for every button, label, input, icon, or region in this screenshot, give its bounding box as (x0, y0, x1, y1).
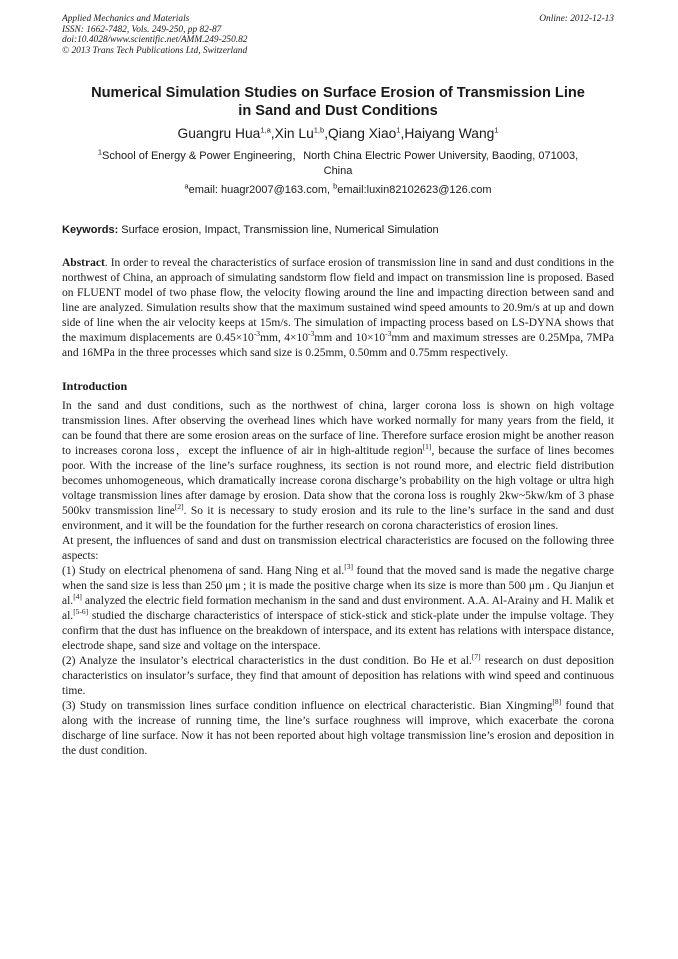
affiliation-sup: 1 (97, 147, 103, 157)
intro-text: studied the discharge characteristics of interspace of stick-stick and stick-plate under the impulse voltage. They confirm that the dust has influence on the breakdown of interspace, and its extent has relations with interspace distance, electrode shape, sand size and voltage on the interspace. (62, 610, 614, 653)
email-b-sup: b (333, 181, 338, 191)
intro-paragraph (62, 699, 614, 759)
affiliation-line-2: China (323, 165, 353, 178)
paper-title (62, 84, 614, 120)
journal-copyright: © 2013 Trans Tech Publications Ltd, Switzerland (62, 45, 248, 56)
intro-text: (2) Analyze the insulator’s electrical characteristics in the dust condition. Bo He et al. (62, 655, 472, 668)
intro-text: found that along with the increase of running time, the line’s surface roughness will improve, which exacerbate the corona discharge of line surface. Now it has not been reported about high voltage transmission line’s erosion and deposition in the dust condition. (62, 700, 615, 758)
title-line-1: Numerical Simulation Studies on Surface Erosion of Transmission Line (91, 85, 585, 102)
exponent: -3 (385, 329, 392, 339)
author-name: Guangru Hua (177, 126, 261, 142)
abstract (62, 256, 614, 361)
email-b: email:luxin82102623@126.com (337, 184, 492, 197)
intro-paragraph (62, 564, 614, 654)
keywords-text: Surface erosion, Impact, Transmission line, Numerical Simulation (118, 224, 439, 237)
abstract-text: . In order to reveal the characteristics of surface erosion of transmission line in sand and dust conditions in the northwest of China, an approach of simulating sandstorm flow field and impact on transmission line is proposed. Based on FLUENT model of two phase flow, the velocity flowing around the line and impacting direction between sand and line are analyzed. Simulation results show that the maximum sustained wind speed amounts to 20.9m/s at up and down side of line when the air velocity keeps at 15m/s. The simulation of impacting process based on LS-DYNA shows that the maximum displacements are 0.45×10 (62, 257, 614, 345)
citation: [4] (73, 592, 82, 602)
intro-text: (3) Study on transmission lines surface condition influence on electrical characteristic. Bian Xingming (62, 700, 553, 713)
author-sup: 1,a (260, 125, 271, 135)
online-date: Online: 2012-12-13 (539, 14, 614, 24)
citation: [2] (174, 502, 184, 512)
author-sup: 1 (396, 125, 401, 135)
author-list: Guangru Hua$^{1,a}$,Xin Lu$^{1,b}$,Qiang Xiao$^1$,Haiyang Wang$^1$ (177, 125, 499, 142)
intro-text: . So it is necessary to study erosion and its rule to the line’s surface in the sand and dust environment, and it will be the foundation for the further research on corona characteristics of erosion lines. (62, 505, 614, 533)
keywords (62, 223, 614, 237)
intro-text: found that the moved sand is made the negative charge when the sand size is less than 250 μm ; it is made the positive charge when its size is more than 500 μm . Qu Jianjun et al. (62, 565, 615, 608)
author-name: Xin Lu (274, 126, 314, 142)
journal-header (62, 14, 614, 56)
citation: [5-6] (73, 607, 89, 617)
citation: [1] (422, 442, 432, 452)
intro-paragraph: At present, the influences of sand and dust on transmission electrical characteristics are focused on the following three aspects: (62, 535, 614, 563)
intro-paragraph (62, 654, 614, 699)
intro-text: analyzed the electric field formation mechanism in the sand and dust environment. A.A. Al-Arainy and H. Malik et al. (62, 595, 614, 623)
intro-paragraph (62, 399, 614, 534)
abstract-label: Abstract (62, 257, 105, 270)
author-name: Haiyang Wang (404, 126, 495, 142)
author-emails (62, 183, 614, 197)
email-a: email: huagr2007@163.com, (188, 184, 334, 197)
keywords-label: Keywords: (62, 224, 119, 237)
title-line-2: in Sand and Dust Conditions (238, 103, 438, 120)
intro-text: In the sand and dust conditions, such as the northwest of china, larger corona loss is shown on high voltage transmission lines. After observing the overhead lines which have worked normally for many years from the field, it can be found that there are some erosion areas on the surface of line. Therefore surface erosion might be another reason to increases corona loss，except the influence of air in high-altitude region (62, 400, 614, 458)
author-name: Qiang Xiao (328, 126, 397, 142)
exponent: -3 (253, 329, 261, 339)
citation: [3] (344, 562, 354, 572)
abstract-text: mm, 4×10 (260, 332, 309, 345)
intro-text: , because the surface of lines becomes poor. With the increase of the line’s surface roughness, its section is not round more, and electric field distribution becomes unhomogeneous, which dramatically increase corona discharge’s probability on the high voltage or ultra high voltage transmission lines after damage by erosion. Data show that the corona loss is roughly 2kw~5kw/km of 3 phase 500kv transmission line (62, 445, 614, 518)
intro-text: research on dust deposition characteristics on insulator’s surface, they find that amount of deposition has relations with wind speed and continuous time. (62, 655, 614, 698)
author-sup: 1,b (313, 125, 325, 135)
email-a-sup: a (184, 181, 189, 191)
introduction-heading: Introduction (62, 379, 128, 394)
journal-doi: doi:10.4028/www.scientific.net/AMM.249-250.82 (62, 35, 248, 46)
journal-issn: ISSN: 1662-7482, Vols. 249-250, pp 82-87 (62, 24, 222, 35)
abstract-text: mm and 10×10 (314, 332, 386, 345)
exponent: -3 (308, 329, 315, 339)
author-sup: 1 (494, 125, 499, 135)
citation: [8] (552, 697, 562, 707)
journal-name: Applied Mechanics and Materials (62, 14, 190, 24)
intro-text: (1) Study on electrical phenomena of sand. Hang Ning et al. (62, 565, 345, 578)
abstract-text: mm and maximum stresses are 0.25Mpa, 7MPa and 16MPa in the three processes which sand size is 0.25mm, 0.50mm and 0.75mm respectively. (62, 332, 615, 360)
affiliation (62, 149, 614, 179)
introduction-body (62, 399, 614, 759)
paper-page (62, 14, 614, 759)
affiliation-line-1: School of Energy & Power Engineering，North China Electric Power University, Baoding, 071003, (102, 150, 579, 163)
citation: [7] (471, 652, 481, 662)
